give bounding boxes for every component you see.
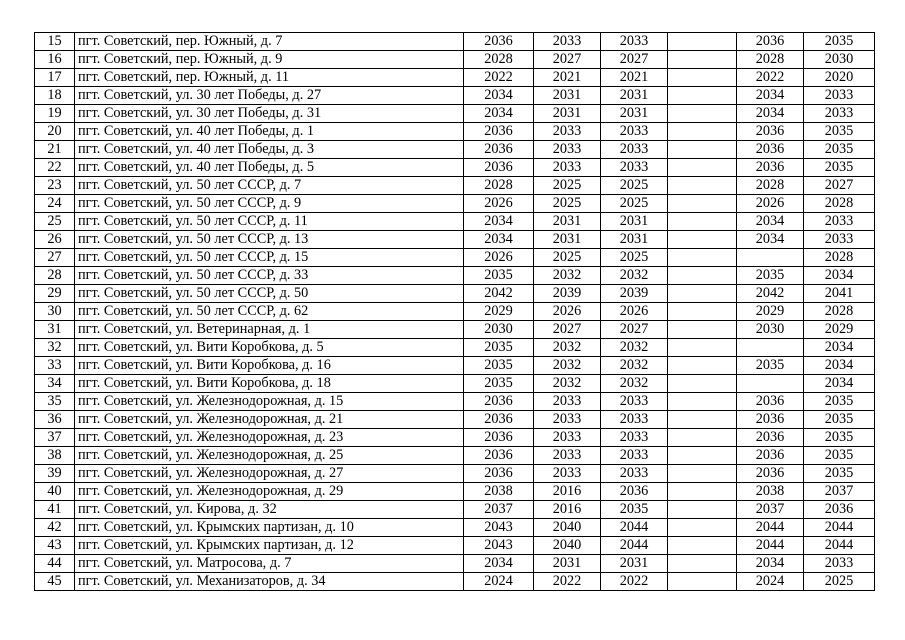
year-cell [737,339,804,357]
year-cell: 2032 [534,357,601,375]
address-cell: пгт. Советский, ул. 30 лет Победы, д. 27 [75,87,464,105]
row-number: 17 [35,69,75,87]
year-cell: 2026 [464,195,534,213]
table-row [35,483,875,501]
year-cell: 2031 [601,105,668,123]
table-row [35,393,875,411]
year-cell: 2041 [804,285,875,303]
year-cell: 2025 [601,195,668,213]
year-cell: 2035 [464,267,534,285]
year-cell: 2032 [534,267,601,285]
year-cell: 2031 [534,105,601,123]
year-cell [737,249,804,267]
year-cell: 2033 [601,141,668,159]
year-cell: 2034 [464,105,534,123]
year-cell: 2036 [737,159,804,177]
address-cell: пгт. Советский, ул. 30 лет Победы, д. 31 [75,105,464,123]
schedule-table [34,32,875,591]
table-row [35,177,875,195]
row-number: 43 [35,537,75,555]
year-cell: 2033 [534,411,601,429]
year-cell: 2027 [601,321,668,339]
year-cell: 2027 [804,177,875,195]
year-cell [668,375,737,393]
table-row [35,303,875,321]
year-cell: 2032 [601,339,668,357]
row-number: 44 [35,555,75,573]
row-number: 37 [35,429,75,447]
year-cell: 2027 [601,51,668,69]
year-cell: 2033 [534,141,601,159]
year-cell: 2026 [601,303,668,321]
row-number: 31 [35,321,75,339]
row-number: 28 [35,267,75,285]
year-cell: 2025 [534,249,601,267]
table-row [35,411,875,429]
year-cell: 2016 [534,483,601,501]
year-cell: 2036 [737,465,804,483]
year-cell: 2035 [601,501,668,519]
year-cell: 2033 [534,33,601,51]
row-number: 24 [35,195,75,213]
table-row [35,33,875,51]
year-cell: 2031 [601,231,668,249]
row-number: 34 [35,375,75,393]
year-cell: 2044 [737,537,804,555]
row-number: 26 [35,231,75,249]
year-cell: 2039 [601,285,668,303]
year-cell: 2036 [464,123,534,141]
address-cell: пгт. Советский, ул. 50 лет СССР, д. 11 [75,213,464,231]
table-row [35,285,875,303]
year-cell: 2027 [534,51,601,69]
year-cell [668,159,737,177]
row-number: 22 [35,159,75,177]
year-cell: 2031 [534,213,601,231]
year-cell: 2035 [804,141,875,159]
year-cell: 2033 [601,33,668,51]
year-cell: 2035 [804,393,875,411]
address-cell: пгт. Советский, пер. Южный, д. 7 [75,33,464,51]
address-cell: пгт. Советский, ул. 50 лет СССР, д. 50 [75,285,464,303]
year-cell: 2034 [804,357,875,375]
year-cell: 2025 [534,195,601,213]
address-cell: пгт. Советский, ул. 50 лет СССР, д. 33 [75,267,464,285]
year-cell [668,393,737,411]
table-row [35,555,875,573]
year-cell [668,213,737,231]
year-cell [668,555,737,573]
year-cell: 2033 [804,555,875,573]
table-row [35,429,875,447]
address-cell: пгт. Советский, ул. 50 лет СССР, д. 9 [75,195,464,213]
address-cell: пгт. Советский, ул. Железнодорожная, д. 21 [75,411,464,429]
year-cell: 2035 [464,375,534,393]
year-cell: 2040 [534,537,601,555]
year-cell [668,141,737,159]
year-cell: 2026 [737,195,804,213]
table-row [35,213,875,231]
year-cell: 2033 [804,213,875,231]
table-row [35,69,875,87]
year-cell: 2037 [737,501,804,519]
year-cell: 2036 [464,447,534,465]
year-cell: 2033 [804,87,875,105]
year-cell: 2036 [737,447,804,465]
year-cell: 2033 [534,159,601,177]
year-cell: 2038 [464,483,534,501]
year-cell [668,285,737,303]
table-row [35,141,875,159]
row-number: 23 [35,177,75,195]
table-row [35,501,875,519]
year-cell [668,573,737,591]
year-cell: 2036 [737,411,804,429]
year-cell [668,537,737,555]
year-cell [668,195,737,213]
address-cell: пгт. Советский, ул. Механизаторов, д. 34 [75,573,464,591]
row-number: 29 [35,285,75,303]
year-cell: 2022 [534,573,601,591]
year-cell: 2036 [737,33,804,51]
year-cell: 2044 [804,537,875,555]
year-cell: 2026 [464,249,534,267]
year-cell: 2036 [737,123,804,141]
year-cell: 2034 [737,555,804,573]
year-cell: 2025 [601,249,668,267]
table-row [35,357,875,375]
year-cell: 2034 [737,87,804,105]
year-cell: 2033 [601,465,668,483]
year-cell: 2037 [464,501,534,519]
year-cell [668,123,737,141]
year-cell: 2036 [737,141,804,159]
year-cell: 2028 [464,177,534,195]
year-cell: 2032 [601,357,668,375]
year-cell: 2043 [464,519,534,537]
row-number: 20 [35,123,75,141]
year-cell: 2032 [601,267,668,285]
row-number: 39 [35,465,75,483]
year-cell: 2035 [804,411,875,429]
address-cell: пгт. Советский, ул. Железнодорожная, д. 23 [75,429,464,447]
year-cell: 2033 [804,231,875,249]
year-cell: 2028 [737,51,804,69]
year-cell: 2036 [737,393,804,411]
year-cell: 2034 [737,105,804,123]
address-cell: пгт. Советский, ул. Вити Коробкова, д. 16 [75,357,464,375]
year-cell: 2032 [534,375,601,393]
year-cell: 2022 [737,69,804,87]
year-cell: 2033 [534,465,601,483]
row-number: 15 [35,33,75,51]
table-row [35,447,875,465]
table-row [35,321,875,339]
year-cell: 2036 [464,159,534,177]
year-cell: 2037 [804,483,875,501]
address-cell: пгт. Советский, ул. 50 лет СССР, д. 7 [75,177,464,195]
address-cell: пгт. Советский, ул. Вити Коробкова, д. 18 [75,375,464,393]
year-cell: 2031 [601,87,668,105]
year-cell: 2035 [804,33,875,51]
year-cell: 2035 [804,159,875,177]
year-cell: 2030 [464,321,534,339]
year-cell [668,321,737,339]
table-row [35,267,875,285]
year-cell: 2035 [737,357,804,375]
year-cell: 2042 [737,285,804,303]
row-number: 30 [35,303,75,321]
year-cell [668,303,737,321]
year-cell: 2034 [464,213,534,231]
row-number: 19 [35,105,75,123]
year-cell: 2034 [804,375,875,393]
year-cell: 2044 [601,519,668,537]
year-cell: 2027 [534,321,601,339]
year-cell: 2036 [464,141,534,159]
row-number: 18 [35,87,75,105]
year-cell: 2031 [534,231,601,249]
year-cell [668,33,737,51]
year-cell: 2033 [534,123,601,141]
row-number: 21 [35,141,75,159]
address-cell: пгт. Советский, ул. Матросова, д. 7 [75,555,464,573]
table-row [35,105,875,123]
year-cell: 2039 [534,285,601,303]
year-cell: 2044 [601,537,668,555]
year-cell: 2034 [804,339,875,357]
year-cell: 2044 [804,519,875,537]
address-cell: пгт. Советский, пер. Южный, д. 9 [75,51,464,69]
year-cell: 2035 [737,267,804,285]
year-cell: 2033 [601,159,668,177]
year-cell: 2035 [804,123,875,141]
year-cell: 2030 [804,51,875,69]
year-cell: 2033 [601,411,668,429]
row-number: 45 [35,573,75,591]
year-cell: 2035 [804,465,875,483]
table-row [35,573,875,591]
year-cell: 2029 [804,321,875,339]
row-number: 16 [35,51,75,69]
year-cell: 2026 [534,303,601,321]
year-cell: 2016 [534,501,601,519]
address-cell: пгт. Советский, ул. 50 лет СССР, д. 15 [75,249,464,267]
year-cell: 2036 [464,411,534,429]
table-row [35,249,875,267]
row-number: 25 [35,213,75,231]
year-cell: 2030 [737,321,804,339]
year-cell [668,483,737,501]
year-cell [668,357,737,375]
year-cell: 2033 [534,393,601,411]
table-row [35,123,875,141]
year-cell: 2022 [601,573,668,591]
year-cell [668,249,737,267]
year-cell: 2034 [804,267,875,285]
year-cell: 2043 [464,537,534,555]
address-cell: пгт. Советский, ул. Железнодорожная, д. 29 [75,483,464,501]
year-cell [668,411,737,429]
year-cell: 2036 [464,429,534,447]
year-cell [737,375,804,393]
year-cell: 2033 [601,447,668,465]
row-number: 40 [35,483,75,501]
year-cell [668,177,737,195]
year-cell: 2031 [534,555,601,573]
address-cell: пгт. Советский, ул. Железнодорожная, д. 27 [75,465,464,483]
table-row [35,231,875,249]
row-number: 36 [35,411,75,429]
year-cell: 2031 [534,87,601,105]
address-cell: пгт. Советский, ул. Кирова, д. 32 [75,501,464,519]
year-cell: 2035 [464,357,534,375]
year-cell: 2034 [737,213,804,231]
year-cell [668,69,737,87]
row-number: 32 [35,339,75,357]
year-cell: 2040 [534,519,601,537]
year-cell [668,339,737,357]
address-cell: пгт. Советский, ул. 50 лет СССР, д. 62 [75,303,464,321]
year-cell: 2028 [804,249,875,267]
year-cell: 2033 [804,105,875,123]
year-cell: 2020 [804,69,875,87]
year-cell: 2036 [464,393,534,411]
row-number: 41 [35,501,75,519]
table-row [35,375,875,393]
year-cell: 2028 [804,303,875,321]
year-cell: 2024 [737,573,804,591]
year-cell: 2035 [804,429,875,447]
year-cell: 2021 [534,69,601,87]
year-cell [668,501,737,519]
year-cell: 2036 [601,483,668,501]
table-row [35,519,875,537]
year-cell [668,231,737,249]
year-cell: 2036 [804,501,875,519]
year-cell: 2033 [601,393,668,411]
year-cell: 2032 [601,375,668,393]
address-cell: пгт. Советский, ул. Железнодорожная, д. 15 [75,393,464,411]
address-cell: пгт. Советский, ул. 40 лет Победы, д. 3 [75,141,464,159]
year-cell: 2033 [601,123,668,141]
address-cell: пгт. Советский, ул. Крымских партизан, д. 12 [75,537,464,555]
year-cell: 2034 [464,87,534,105]
address-cell: пгт. Советский, ул. Ветеринарная, д. 1 [75,321,464,339]
year-cell: 2036 [464,33,534,51]
table-row [35,51,875,69]
year-cell: 2042 [464,285,534,303]
table-row [35,537,875,555]
year-cell: 2035 [804,447,875,465]
year-cell: 2025 [601,177,668,195]
year-cell: 2033 [534,447,601,465]
address-cell: пгт. Советский, ул. 50 лет СССР, д. 13 [75,231,464,249]
year-cell: 2033 [534,429,601,447]
year-cell: 2032 [534,339,601,357]
year-cell [668,51,737,69]
address-cell: пгт. Советский, ул. 40 лет Победы, д. 1 [75,123,464,141]
year-cell [668,465,737,483]
year-cell: 2029 [464,303,534,321]
year-cell: 2035 [464,339,534,357]
year-cell: 2044 [737,519,804,537]
table-row [35,465,875,483]
table-row [35,159,875,177]
year-cell [668,87,737,105]
address-cell: пгт. Советский, ул. Вити Коробкова, д. 5 [75,339,464,357]
year-cell: 2028 [804,195,875,213]
year-cell: 2034 [464,231,534,249]
year-cell: 2024 [464,573,534,591]
year-cell [668,519,737,537]
row-number: 42 [35,519,75,537]
year-cell: 2022 [464,69,534,87]
year-cell [668,447,737,465]
address-cell: пгт. Советский, ул. 40 лет Победы, д. 5 [75,159,464,177]
year-cell: 2036 [464,465,534,483]
table-row [35,195,875,213]
year-cell: 2028 [464,51,534,69]
year-cell: 2033 [601,429,668,447]
year-cell [668,267,737,285]
row-number: 35 [35,393,75,411]
year-cell [668,429,737,447]
year-cell: 2021 [601,69,668,87]
year-cell: 2031 [601,555,668,573]
table-row [35,339,875,357]
year-cell: 2034 [464,555,534,573]
row-number: 27 [35,249,75,267]
table-row [35,87,875,105]
year-cell: 2025 [534,177,601,195]
row-number: 33 [35,357,75,375]
year-cell: 2034 [737,231,804,249]
year-cell: 2025 [804,573,875,591]
address-cell: пгт. Советский, пер. Южный, д. 11 [75,69,464,87]
row-number: 38 [35,447,75,465]
table-body [35,33,875,591]
year-cell: 2036 [737,429,804,447]
address-cell: пгт. Советский, ул. Железнодорожная, д. 25 [75,447,464,465]
year-cell: 2038 [737,483,804,501]
address-cell: пгт. Советский, ул. Крымских партизан, д. 10 [75,519,464,537]
year-cell: 2028 [737,177,804,195]
year-cell [668,105,737,123]
year-cell: 2029 [737,303,804,321]
year-cell: 2031 [601,213,668,231]
